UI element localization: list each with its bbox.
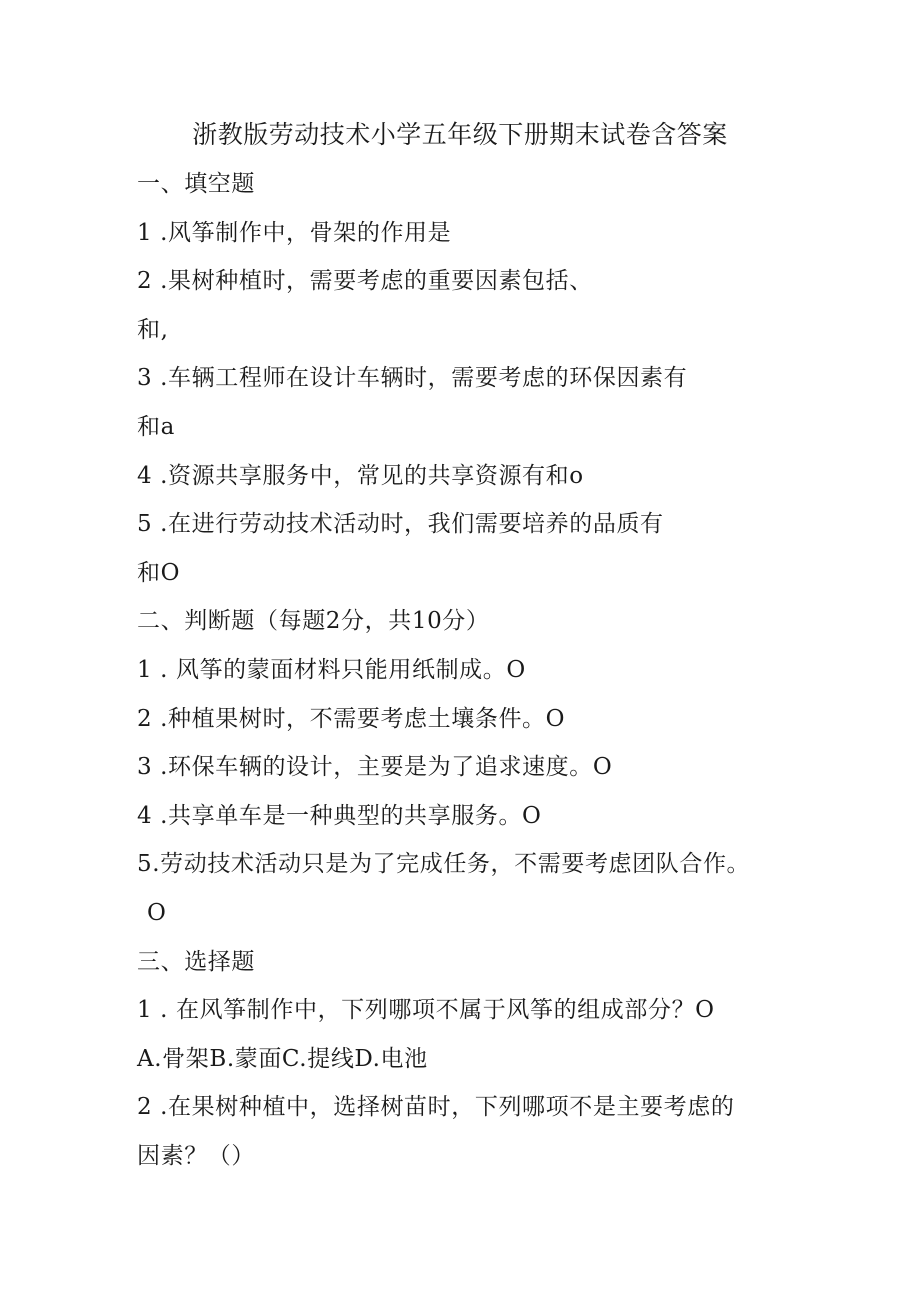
question-continuation: O (147, 899, 167, 926)
question-line: 5.劳动技术活动只是为了完成任务，不需要考虑团队合作。 (137, 851, 751, 878)
question-line: 2 .在果树种植中，选择树苗时，下列哪项不是主要考虑的 (137, 1094, 735, 1121)
question-continuation: 和O (137, 559, 181, 586)
question-continuation: 和, (137, 316, 169, 343)
document-title: 浙教版劳动技术小学五年级下册期末试卷含答案 (192, 120, 728, 149)
question-line: 3 .车辆工程师在设计车辆时，需要考虑的环保因素有 (137, 365, 688, 392)
question-line: 3 .环保车辆的设计，主要是为了追求速度。O (137, 754, 613, 781)
document-body (137, 160, 797, 1180)
section-heading-true-false: 二、判断题（每题2分，共10分） (137, 608, 490, 635)
section-heading-fill-blank: 一、填空题 (137, 171, 255, 197)
question-line: 1 . 风筝的蒙面材料只能用纸制成。O (137, 656, 526, 683)
question-line: 4 .资源共享服务中，常见的共享资源有和o (137, 462, 584, 489)
question-line: 2 .果树种植时，需要考虑的重要因素包括、 (137, 268, 593, 295)
answer-options: A.骨架B.蒙面C.提线D.电池 (137, 1045, 428, 1072)
question-line: 5 .在进行劳动技术活动时，我们需要培养的品质有 (137, 511, 664, 538)
question-line: 1 .风筝制作中，骨架的作用是 (137, 219, 452, 246)
question-continuation: 因素？（） (137, 1142, 255, 1169)
question-continuation: 和a (137, 413, 175, 440)
question-line: 1 . 在风筝制作中，下列哪项不属于风筝的组成部分？O (137, 997, 715, 1024)
section-heading-multiple-choice: 三、选择题 (137, 948, 255, 975)
question-line: 2 .种植果树时，不需要考虑土壤条件。O (137, 705, 566, 732)
question-line: 4 .共享单车是一种典型的共享服务。O (137, 802, 542, 829)
